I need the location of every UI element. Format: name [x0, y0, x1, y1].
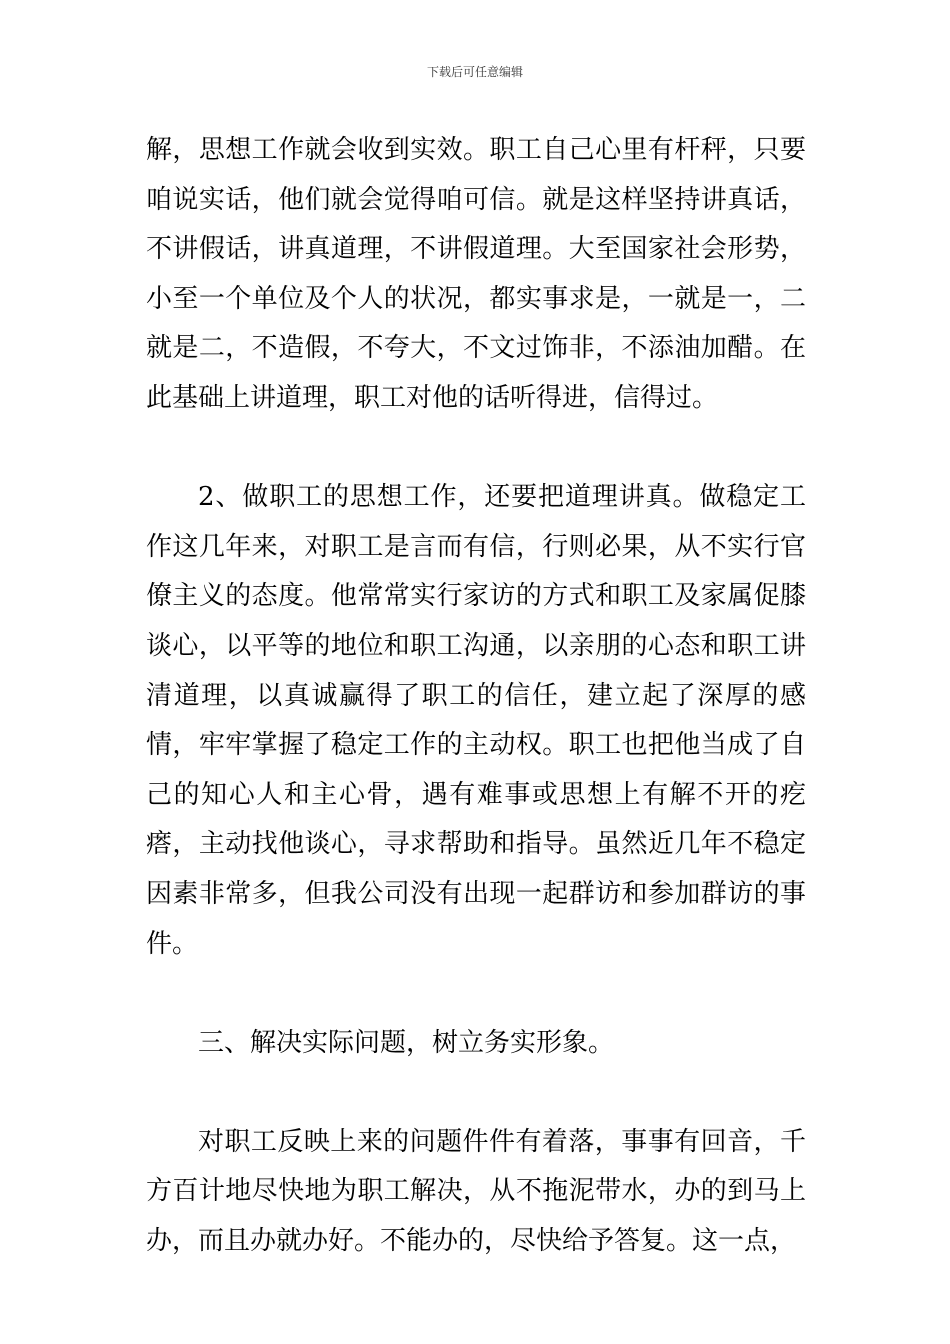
paragraph-section-3-body: 对职工反映上来的问题件件有着落，事事有回音，千方百计地尽快地为职工解决，从不拖泥带水，办的到马上办，而且办就办好。不能办的，尽快给予答复。这一点，	[146, 1126, 806, 1257]
paragraph-continuation: 解，思想工作就会收到实效。职工自己心里有杆秤，只要咱说实话，他们就会觉得咱可信。就是这样坚持讲真话，不讲假话，讲真道理，不讲假道理。大至国家社会形势，小至一个单位及个人的状况，都实事求是，一就是一，二就是二，不造假，不夸大，不文过饰非，不添油加醋。在此基础上讲道理，职工对他的话听得进，信得过。	[146, 135, 806, 413]
document-body	[146, 126, 806, 1267]
paragraph-section-2: 2、做职工的思想工作，还要把道理讲真。做稳定工作这几年来，对职工是言而有信，行则必果，从不实行官僚主义的态度。他常常实行家访的方式和职工及家属促膝谈心，以平等的地位和职工沟通，以亲朋的心态和职工讲清道理，以真诚赢得了职工的信任，建立起了深厚的感情，牢牢掌握了稳定工作的主动权。职工也把他当成了自己的知心人和主心骨，遇有难事或思想上有解不开的疙瘩，主动找他谈心，寻求帮助和指导。虽然近几年不稳定因素非常多，但我公司没有出现一起群访和参加群访的事件。	[146, 482, 806, 959]
page-header: 下载后可任意编辑	[426, 65, 523, 79]
paragraph-gap	[146, 1068, 806, 1118]
paragraph-gap	[146, 424, 806, 474]
paragraph-gap	[146, 969, 806, 1019]
section-heading-3: 三、解决实际问题，树立务实形象。	[198, 1027, 615, 1058]
